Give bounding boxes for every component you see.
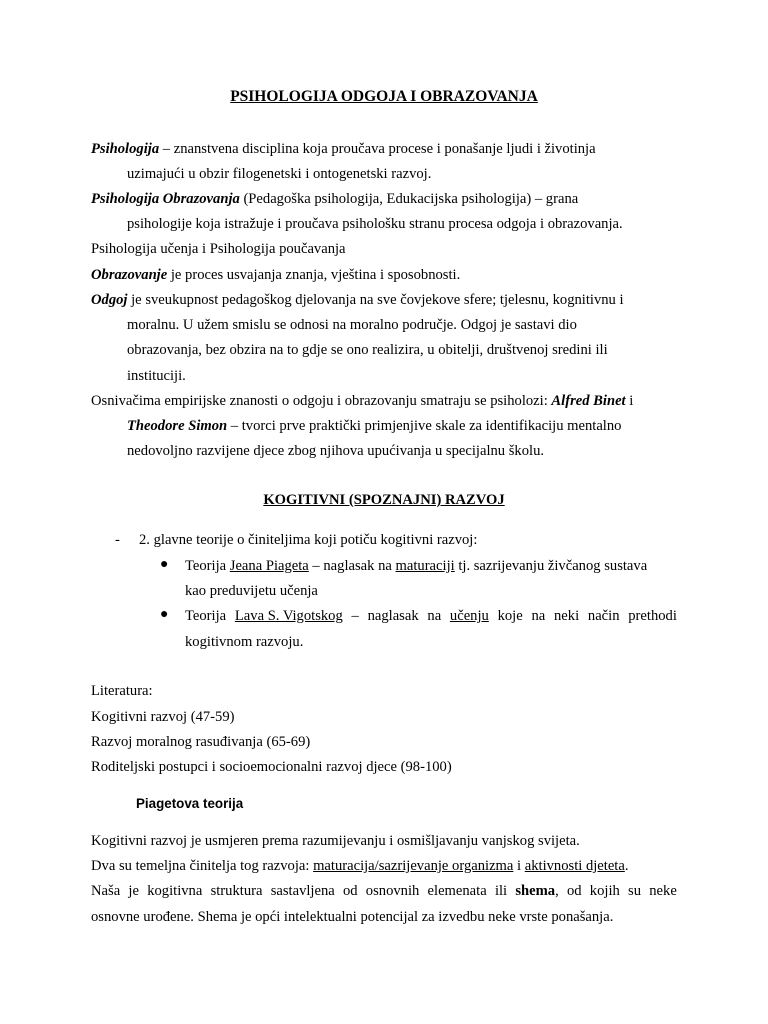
word: na <box>427 608 442 624</box>
word: kogitivna <box>147 883 203 899</box>
text-span: – tvorci prve praktički primjenjive skale za identifikaciju mentalno <box>227 418 622 434</box>
section-title-kogitivni: KOGITIVNI (SPOZNAJNI) RAZVOJ <box>263 492 505 508</box>
definition-psihologija-obrazovanja <box>91 192 578 207</box>
word: – <box>351 608 359 624</box>
word: Naša <box>91 883 121 899</box>
term-obrazovanje: Obrazovanje <box>91 267 168 283</box>
text-span: – naglasak na <box>308 558 396 574</box>
list-item: 2. glavne teorije o činiteljima koji potiču kogitivni razvoj: <box>139 532 478 548</box>
definition-text: je sveukupnost pedagoškog djelovanja na sve čovjekove sfere; tjelesnu, kognitivnu i <box>127 292 624 308</box>
section-heading-piaget: Piagetova teorija <box>136 796 244 811</box>
word: naglasak <box>367 608 419 624</box>
name-alfred-binet: Alfred Binet <box>551 393 626 409</box>
text-span: Osnivačima empirijske znanosti o odgoju i obrazovanju smatraju se psiholozi: <box>91 393 552 409</box>
word: osnovnih <box>365 883 420 899</box>
word: sastavljena <box>270 883 335 899</box>
text-span: Dva su temeljna činitelja tog razvoja: <box>91 858 314 874</box>
founders-paragraph <box>91 394 633 409</box>
founders-line <box>127 419 621 434</box>
word: od <box>566 883 582 899</box>
definition-line: instituciji. <box>127 368 186 384</box>
word: kojih <box>589 883 620 899</box>
definition-text: je proces usvajanja znanja, vještina i sposobnosti. <box>167 267 461 283</box>
paragraph-line <box>91 859 629 874</box>
text-span: tj. sazrijevanju živčanog sustava <box>454 558 648 574</box>
bullet-icon: ● <box>160 557 169 572</box>
word: način <box>587 608 620 624</box>
word: na <box>531 608 546 624</box>
word: prethodi <box>628 608 677 624</box>
text-span: i <box>625 393 634 409</box>
bullet-item-line: kogitivnom razvoju. <box>185 634 304 650</box>
definition-line: moralnu. U užem smislu se odnosi na moralno područje. Odgoj je sastavi dio <box>127 317 577 333</box>
definition-line: obrazovanja, bez obzira na to gdje se ono realizira, u obitelji, društvenoj sredini ili <box>127 342 608 358</box>
literature-item: Kogitivni razvoj (47-59) <box>91 709 235 725</box>
founders-line: nedovoljno razvijene djece zbog njihova upućivanja u specijalnu školu. <box>127 443 545 459</box>
paragraph-line: osnovne urođene. Shema je opći intelektualni potencijal za izvedbu neke vrste ponašanja. <box>91 909 614 925</box>
term-psihologija-obrazovanja: Psihologija Obrazovanja <box>91 191 240 207</box>
bullet-icon: ● <box>160 607 169 622</box>
link-jeana-piageta: Jeana Piageta <box>229 558 309 574</box>
link-aktivnosti-djeteta: aktivnosti djeteta <box>524 858 625 874</box>
term-psihologija: Psihologija <box>91 141 160 157</box>
name-theodore-simon: Theodore Simon <box>127 418 228 434</box>
definition-line: psihologije koja istražuje i proučava psihološku stranu procesa odgoja i obrazovanja. <box>127 216 623 232</box>
word: elemenata <box>427 883 487 899</box>
paragraph-line: Kogitivni razvoj je usmjeren prema razumijevanju i osmišljavanju vanjskog svijeta. <box>91 833 580 849</box>
link-maturacija: maturacija/sazrijevanje organizma <box>313 858 514 874</box>
text-span: . <box>624 858 629 874</box>
word: je <box>128 883 139 899</box>
dash-marker: - <box>115 532 120 548</box>
text-span: i <box>513 858 525 874</box>
link-lava-vigotskog: Lava S. Vigotskog <box>234 608 343 624</box>
bullet-item-piaget <box>185 559 647 574</box>
text-span: Teorija <box>185 558 230 574</box>
literature-item: Razvoj moralnog rasuđivanja (65-69) <box>91 734 311 750</box>
term-shema: shema, <box>515 883 559 899</box>
term-odgoj: Odgoj <box>91 292 128 308</box>
definition-line: uzimajući u obzir filogenetski i ontogenetski razvoj. <box>127 166 432 182</box>
text-line: Psihologija učenja i Psihologija poučavanja <box>91 241 346 257</box>
word: koje <box>497 608 523 624</box>
literature-heading: Literatura: <box>91 683 153 699</box>
paragraph-line-justified <box>91 884 677 899</box>
link-ucenju: učenju <box>449 608 489 624</box>
word: su <box>628 883 642 899</box>
document-title: PSIHOLOGIJA ODGOJA I OBRAZOVANJA <box>230 88 538 105</box>
definition-psihologija <box>91 142 596 157</box>
word: neke <box>649 883 677 899</box>
word: ili <box>494 883 508 899</box>
word: neki <box>554 608 580 624</box>
word: Teorija <box>185 608 227 624</box>
link-maturaciji: maturaciji <box>395 558 455 574</box>
definition-text: – znanstvena disciplina koja proučava procese i ponašanje ljudi i životinja <box>159 141 596 157</box>
word: struktura <box>210 883 263 899</box>
literature-item: Roditeljski postupci i socioemocionalni razvoj djece (98-100) <box>91 759 452 775</box>
definition-obrazovanje <box>91 268 460 283</box>
bullet-item-line: kao preduvijetu učenja <box>185 583 318 599</box>
bullet-item-vigotski <box>185 609 677 624</box>
word: od <box>342 883 358 899</box>
definition-odgoj <box>91 293 624 308</box>
definition-text: (Pedagoška psihologija, Edukacijska psihologija) – grana <box>239 191 579 207</box>
